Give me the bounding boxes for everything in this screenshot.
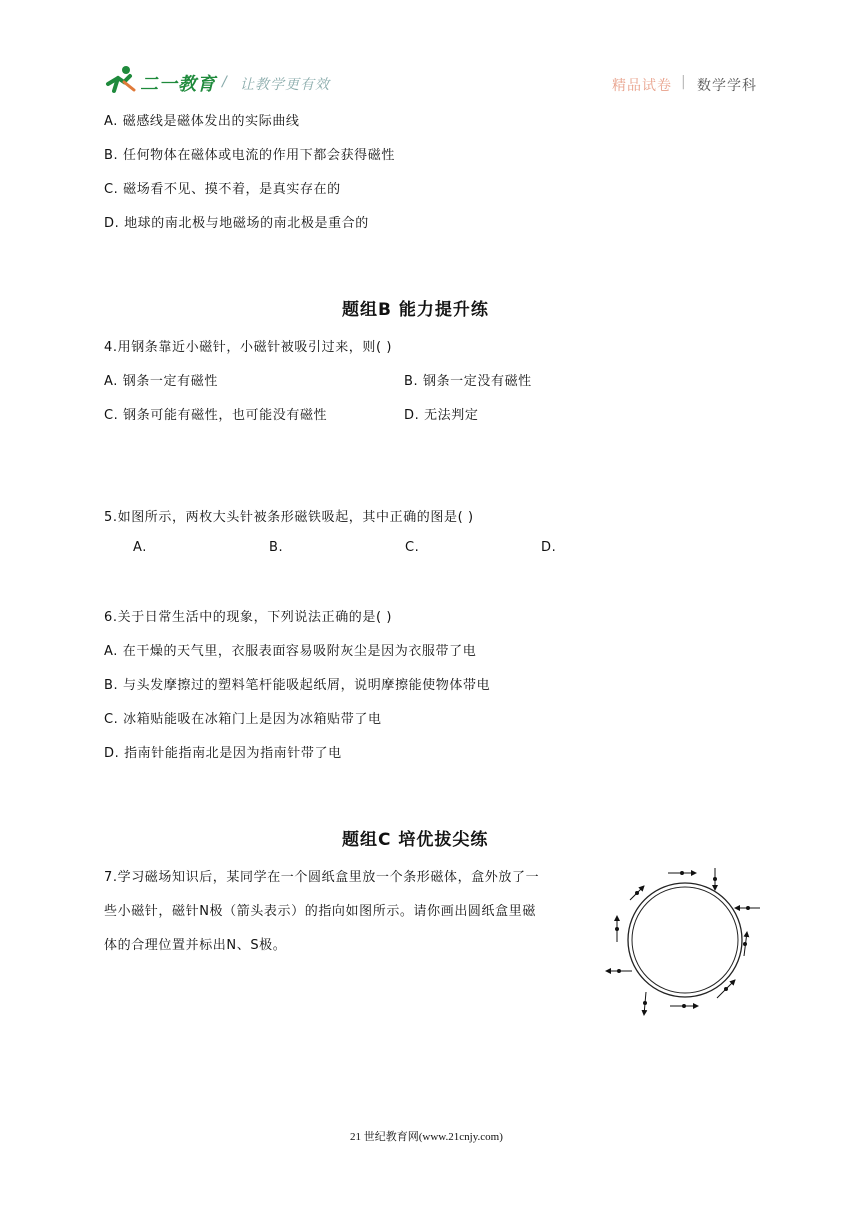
q5-option-d: D. bbox=[541, 540, 557, 555]
q5-option-c: C. bbox=[405, 540, 420, 555]
q6-option-a: A. 在干燥的天气里，衣服表面容易吸附灰尘是因为衣服带了电 bbox=[104, 644, 477, 659]
compass-needle bbox=[735, 906, 760, 910]
runner-logo-icon bbox=[104, 64, 138, 94]
section-b-heading: 题组B 能力提升练 bbox=[342, 300, 489, 320]
q5-option-b: B. bbox=[269, 540, 284, 555]
compass-needle bbox=[615, 916, 619, 942]
q4-stem: 4.用钢条靠近小磁针，小磁针被吸引过来，则( ) bbox=[104, 340, 393, 355]
header-divider: | bbox=[681, 74, 687, 90]
header-slash: / bbox=[222, 74, 228, 90]
q7-line-1: 7.学习磁场知识后，某同学在一个圆纸盒里放一个条形磁体，盒外放了一 bbox=[104, 870, 540, 885]
q4-option-c: C. 钢条可能有磁性，也可能没有磁性 bbox=[104, 408, 328, 423]
paper-box-circle bbox=[628, 883, 742, 997]
compass-needle bbox=[606, 969, 632, 973]
header-tag-subject: 数学学科 bbox=[697, 78, 757, 94]
q3-option-b: B. 任何物体在磁体或电流的作用下都会获得磁性 bbox=[104, 148, 395, 163]
q7-figure bbox=[600, 860, 770, 1020]
compass-needle bbox=[630, 886, 644, 900]
header-slogan: 让教学更有效 bbox=[240, 77, 330, 93]
header-tag-quality-paper: 精品试卷 bbox=[612, 78, 672, 94]
q5-stem: 5.如图所示，两枚大头针被条形磁铁吸起，其中正确的图是( ) bbox=[104, 510, 474, 525]
compass-needle bbox=[668, 871, 696, 875]
q7-line-2: 些小磁针，磁针N极（箭头表示）的指向如图所示。请你画出圆纸盒里磁 bbox=[104, 904, 536, 919]
compass-needle bbox=[713, 868, 717, 890]
q4-option-a: A. 钢条一定有磁性 bbox=[104, 374, 218, 389]
compass-needle bbox=[717, 980, 735, 998]
q6-option-d: D. 指南针能指南北是因为指南针带了电 bbox=[104, 746, 342, 761]
compass-needle bbox=[643, 992, 647, 1015]
q6-stem: 6.关于日常生活中的现象，下列说法正确的是( ) bbox=[104, 610, 393, 625]
q3-option-d: D. 地球的南北极与地磁场的南北极是重合的 bbox=[104, 216, 369, 231]
q4-option-b: B. 钢条一定没有磁性 bbox=[404, 374, 532, 389]
q7-line-3: 体的合理位置并标出N、S极。 bbox=[104, 938, 287, 953]
q6-option-b: B. 与头发摩擦过的塑料笔杆能吸起纸屑，说明摩擦能使物体带电 bbox=[104, 678, 491, 693]
compass-needle bbox=[743, 932, 747, 956]
brand-name: 二一教育 bbox=[140, 74, 216, 95]
page-footer: 21 世纪教育网(www.21cnjy.com) bbox=[350, 1131, 503, 1143]
q4-option-d: D. 无法判定 bbox=[404, 408, 479, 423]
compass-needle bbox=[670, 1004, 698, 1008]
section-c-heading: 题组C 培优拔尖练 bbox=[342, 830, 489, 850]
q6-option-c: C. 冰箱贴能吸在冰箱门上是因为冰箱贴带了电 bbox=[104, 712, 382, 727]
q3-option-a: A. 磁感线是磁体发出的实际曲线 bbox=[104, 114, 300, 129]
q3-option-c: C. 磁场看不见、摸不着，是真实存在的 bbox=[104, 182, 341, 197]
q5-option-a: A. bbox=[133, 540, 147, 555]
